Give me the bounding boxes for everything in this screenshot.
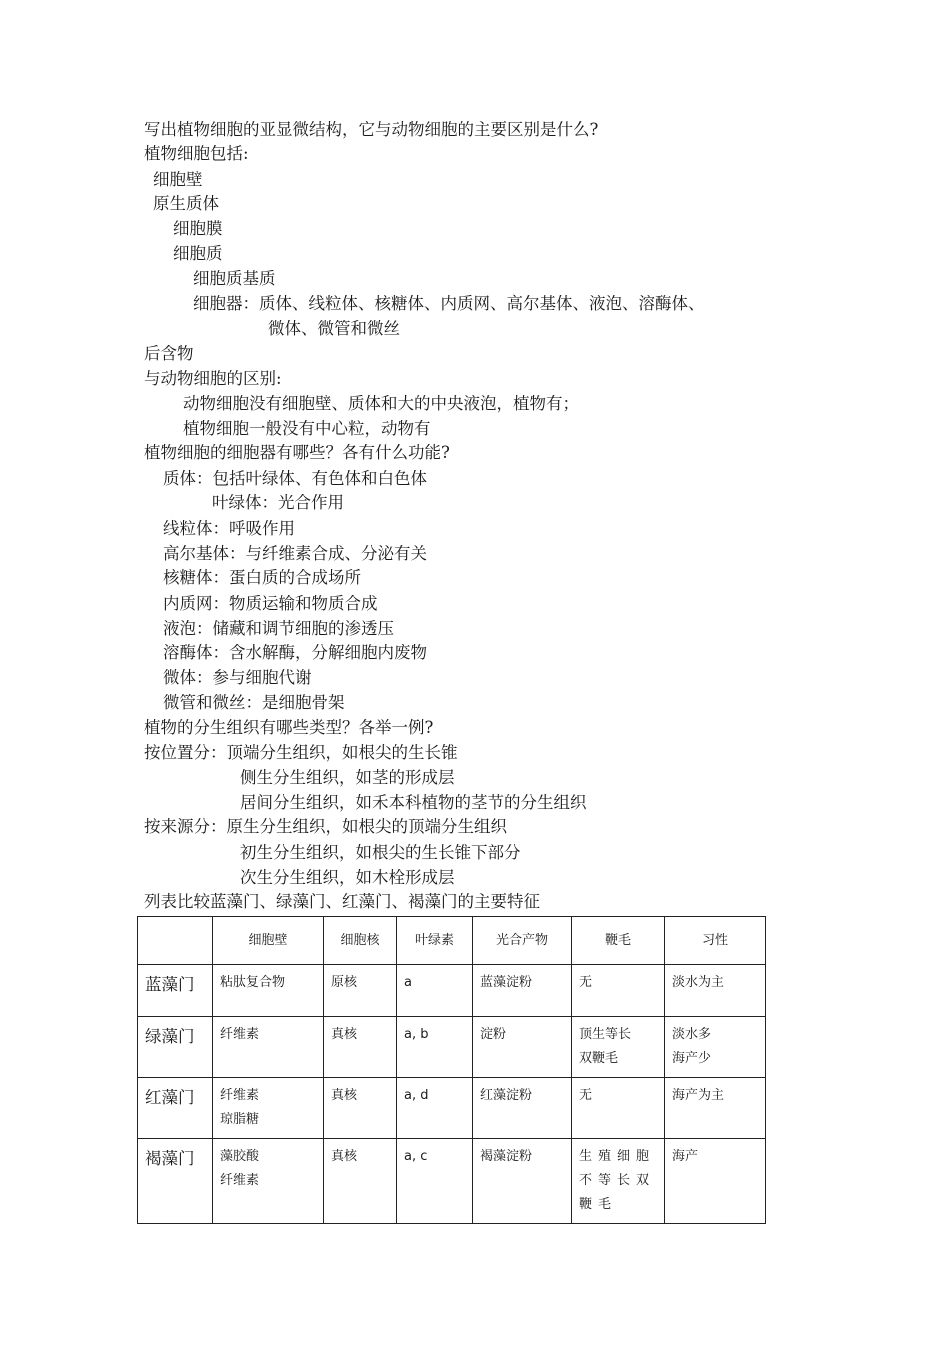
cell-nucleus: 真核 bbox=[324, 1078, 397, 1139]
organelle-lysosome: 溶酶体：含水解酶，分解细胞内废物 bbox=[163, 643, 427, 662]
algae-comparison-table bbox=[137, 916, 766, 1224]
cell-chlorophyll: a, b bbox=[397, 1017, 473, 1078]
cell-line: 淡水为主 bbox=[672, 975, 725, 990]
cell-line: 琼脂糖 bbox=[220, 1112, 260, 1127]
cell-line: 顶生等长 bbox=[579, 1027, 632, 1042]
plant-cell-includes: 植物细胞包括: bbox=[144, 144, 249, 163]
organelle-microbody: 微体：参与细胞代谢 bbox=[163, 668, 312, 687]
cell-line: 生殖细胞 bbox=[579, 1149, 656, 1164]
cell-chlorophyll: a bbox=[397, 965, 473, 1017]
header-cell: 鞭毛 bbox=[572, 917, 665, 965]
header-cell bbox=[138, 917, 213, 965]
table-row bbox=[138, 965, 766, 1017]
cell-line: 无 bbox=[579, 975, 593, 990]
question-2: 植物细胞的细胞器有哪些？各有什么功能? bbox=[144, 443, 450, 462]
item-cell-membrane: 细胞膜 bbox=[173, 219, 223, 238]
cell-habit bbox=[665, 1078, 766, 1139]
cell-habit bbox=[665, 1139, 766, 1224]
organelle-chloroplast: 叶绿体：光合作用 bbox=[212, 493, 344, 512]
table-row bbox=[138, 1017, 766, 1078]
cell-line: 双鞭毛 bbox=[579, 1051, 619, 1066]
cell-habit bbox=[665, 1017, 766, 1078]
cell-line: 无 bbox=[579, 1088, 593, 1103]
header-cell: 习性 bbox=[665, 917, 766, 965]
cell-nucleus: 真核 bbox=[324, 1017, 397, 1078]
cell-product: 淀粉 bbox=[473, 1017, 572, 1078]
question-3: 植物的分生组织有哪些类型？各举一例? bbox=[144, 718, 434, 737]
by-position-2: 侧生分生组织，如茎的形成层 bbox=[240, 768, 455, 787]
by-source-2: 初生分生组织，如根尖的生长锥下部分 bbox=[240, 843, 521, 862]
cell-flagella bbox=[572, 1078, 665, 1139]
cell-line: 纤维素 bbox=[220, 1173, 260, 1188]
organelle-cytoskeleton: 微管和微丝：是细胞骨架 bbox=[163, 693, 345, 712]
by-position-3: 居间分生组织，如禾本科植物的茎节的分生组织 bbox=[240, 793, 587, 812]
organelle-golgi: 高尔基体：与纤维素合成、分泌有关 bbox=[163, 544, 427, 563]
cell-line: 不等长双 bbox=[579, 1173, 656, 1188]
item-cytoplasm: 细胞质 bbox=[173, 244, 223, 263]
question-1: 写出植物细胞的亚显微结构，它与动物细胞的主要区别是什么? bbox=[144, 120, 599, 139]
cell-wall bbox=[213, 1078, 324, 1139]
by-source-1: 按来源分：原生分生组织，如根尖的顶端分生组织 bbox=[144, 817, 507, 836]
cell-line: 海产为主 bbox=[672, 1088, 725, 1103]
cell-wall bbox=[213, 1017, 324, 1078]
header-cell: 光合产物 bbox=[473, 917, 572, 965]
organelle-er: 内质网：物质运输和物质合成 bbox=[163, 594, 378, 613]
row-phylum: 红藻门 bbox=[138, 1078, 213, 1139]
row-phylum: 褐藻门 bbox=[138, 1139, 213, 1224]
row-phylum: 蓝藻门 bbox=[138, 965, 213, 1017]
item-cell-wall: 细胞壁 bbox=[153, 170, 203, 189]
difference-heading: 与动物细胞的区别: bbox=[144, 369, 282, 388]
organelle-vacuole: 液泡：储藏和调节细胞的渗透压 bbox=[163, 619, 394, 638]
cell-line: 海产 bbox=[672, 1149, 699, 1164]
cell-line: 鞭毛 bbox=[579, 1197, 618, 1212]
organelle-ribosome: 核糖体：蛋白质的合成场所 bbox=[163, 568, 361, 587]
organelle-plastid: 质体：包括叶绿体、有色体和白色体 bbox=[163, 469, 427, 488]
cell-line: 海产少 bbox=[672, 1051, 712, 1066]
header-cell: 细胞壁 bbox=[213, 917, 324, 965]
item-inclusions: 后含物 bbox=[144, 344, 194, 363]
cell-nucleus: 原核 bbox=[324, 965, 397, 1017]
cell-habit bbox=[665, 965, 766, 1017]
by-source-3: 次生分生组织，如木栓形成层 bbox=[240, 868, 455, 887]
cell-wall bbox=[213, 965, 324, 1017]
table-title: 列表比较蓝藻门、绿藻门、红藻门、褐藻门的主要特征 bbox=[144, 892, 540, 911]
cell-line: 纤维素 bbox=[220, 1027, 260, 1042]
cell-wall bbox=[213, 1139, 324, 1224]
cell-flagella bbox=[572, 1139, 665, 1224]
table-header-row bbox=[138, 917, 766, 965]
difference-1: 动物细胞没有细胞壁、质体和大的中央液泡，植物有； bbox=[183, 394, 579, 413]
table-row bbox=[138, 1078, 766, 1139]
cell-chlorophyll: a, d bbox=[397, 1078, 473, 1139]
cell-flagella bbox=[572, 965, 665, 1017]
cell-line: 粘肽复合物 bbox=[220, 975, 286, 990]
organelle-mitochondria: 线粒体：呼吸作用 bbox=[163, 519, 295, 538]
cell-flagella bbox=[572, 1017, 665, 1078]
by-position-1: 按位置分：顶端分生组织，如根尖的生长锥 bbox=[144, 743, 458, 762]
item-organelles-cont: 微体、微管和微丝 bbox=[268, 319, 400, 338]
cell-product: 蓝藻淀粉 bbox=[473, 965, 572, 1017]
item-organelles: 细胞器：质体、线粒体、核糖体、内质网、高尔基体、液泡、溶酶体、 bbox=[193, 294, 705, 313]
cell-line: 淡水多 bbox=[672, 1027, 712, 1042]
item-cytoplasm-matrix: 细胞质基质 bbox=[193, 269, 276, 288]
cell-product: 褐藻淀粉 bbox=[473, 1139, 572, 1224]
header-cell: 叶绿素 bbox=[397, 917, 473, 965]
cell-chlorophyll: a, c bbox=[397, 1139, 473, 1224]
row-phylum: 绿藻门 bbox=[138, 1017, 213, 1078]
item-protoplast: 原生质体 bbox=[153, 194, 219, 213]
header-cell: 细胞核 bbox=[324, 917, 397, 965]
cell-line: 纤维素 bbox=[220, 1088, 260, 1103]
difference-2: 植物细胞一般没有中心粒，动物有 bbox=[183, 419, 431, 438]
cell-product: 红藻淀粉 bbox=[473, 1078, 572, 1139]
cell-line: 藻胶酸 bbox=[220, 1149, 260, 1164]
cell-nucleus: 真核 bbox=[324, 1139, 397, 1224]
table-row bbox=[138, 1139, 766, 1224]
